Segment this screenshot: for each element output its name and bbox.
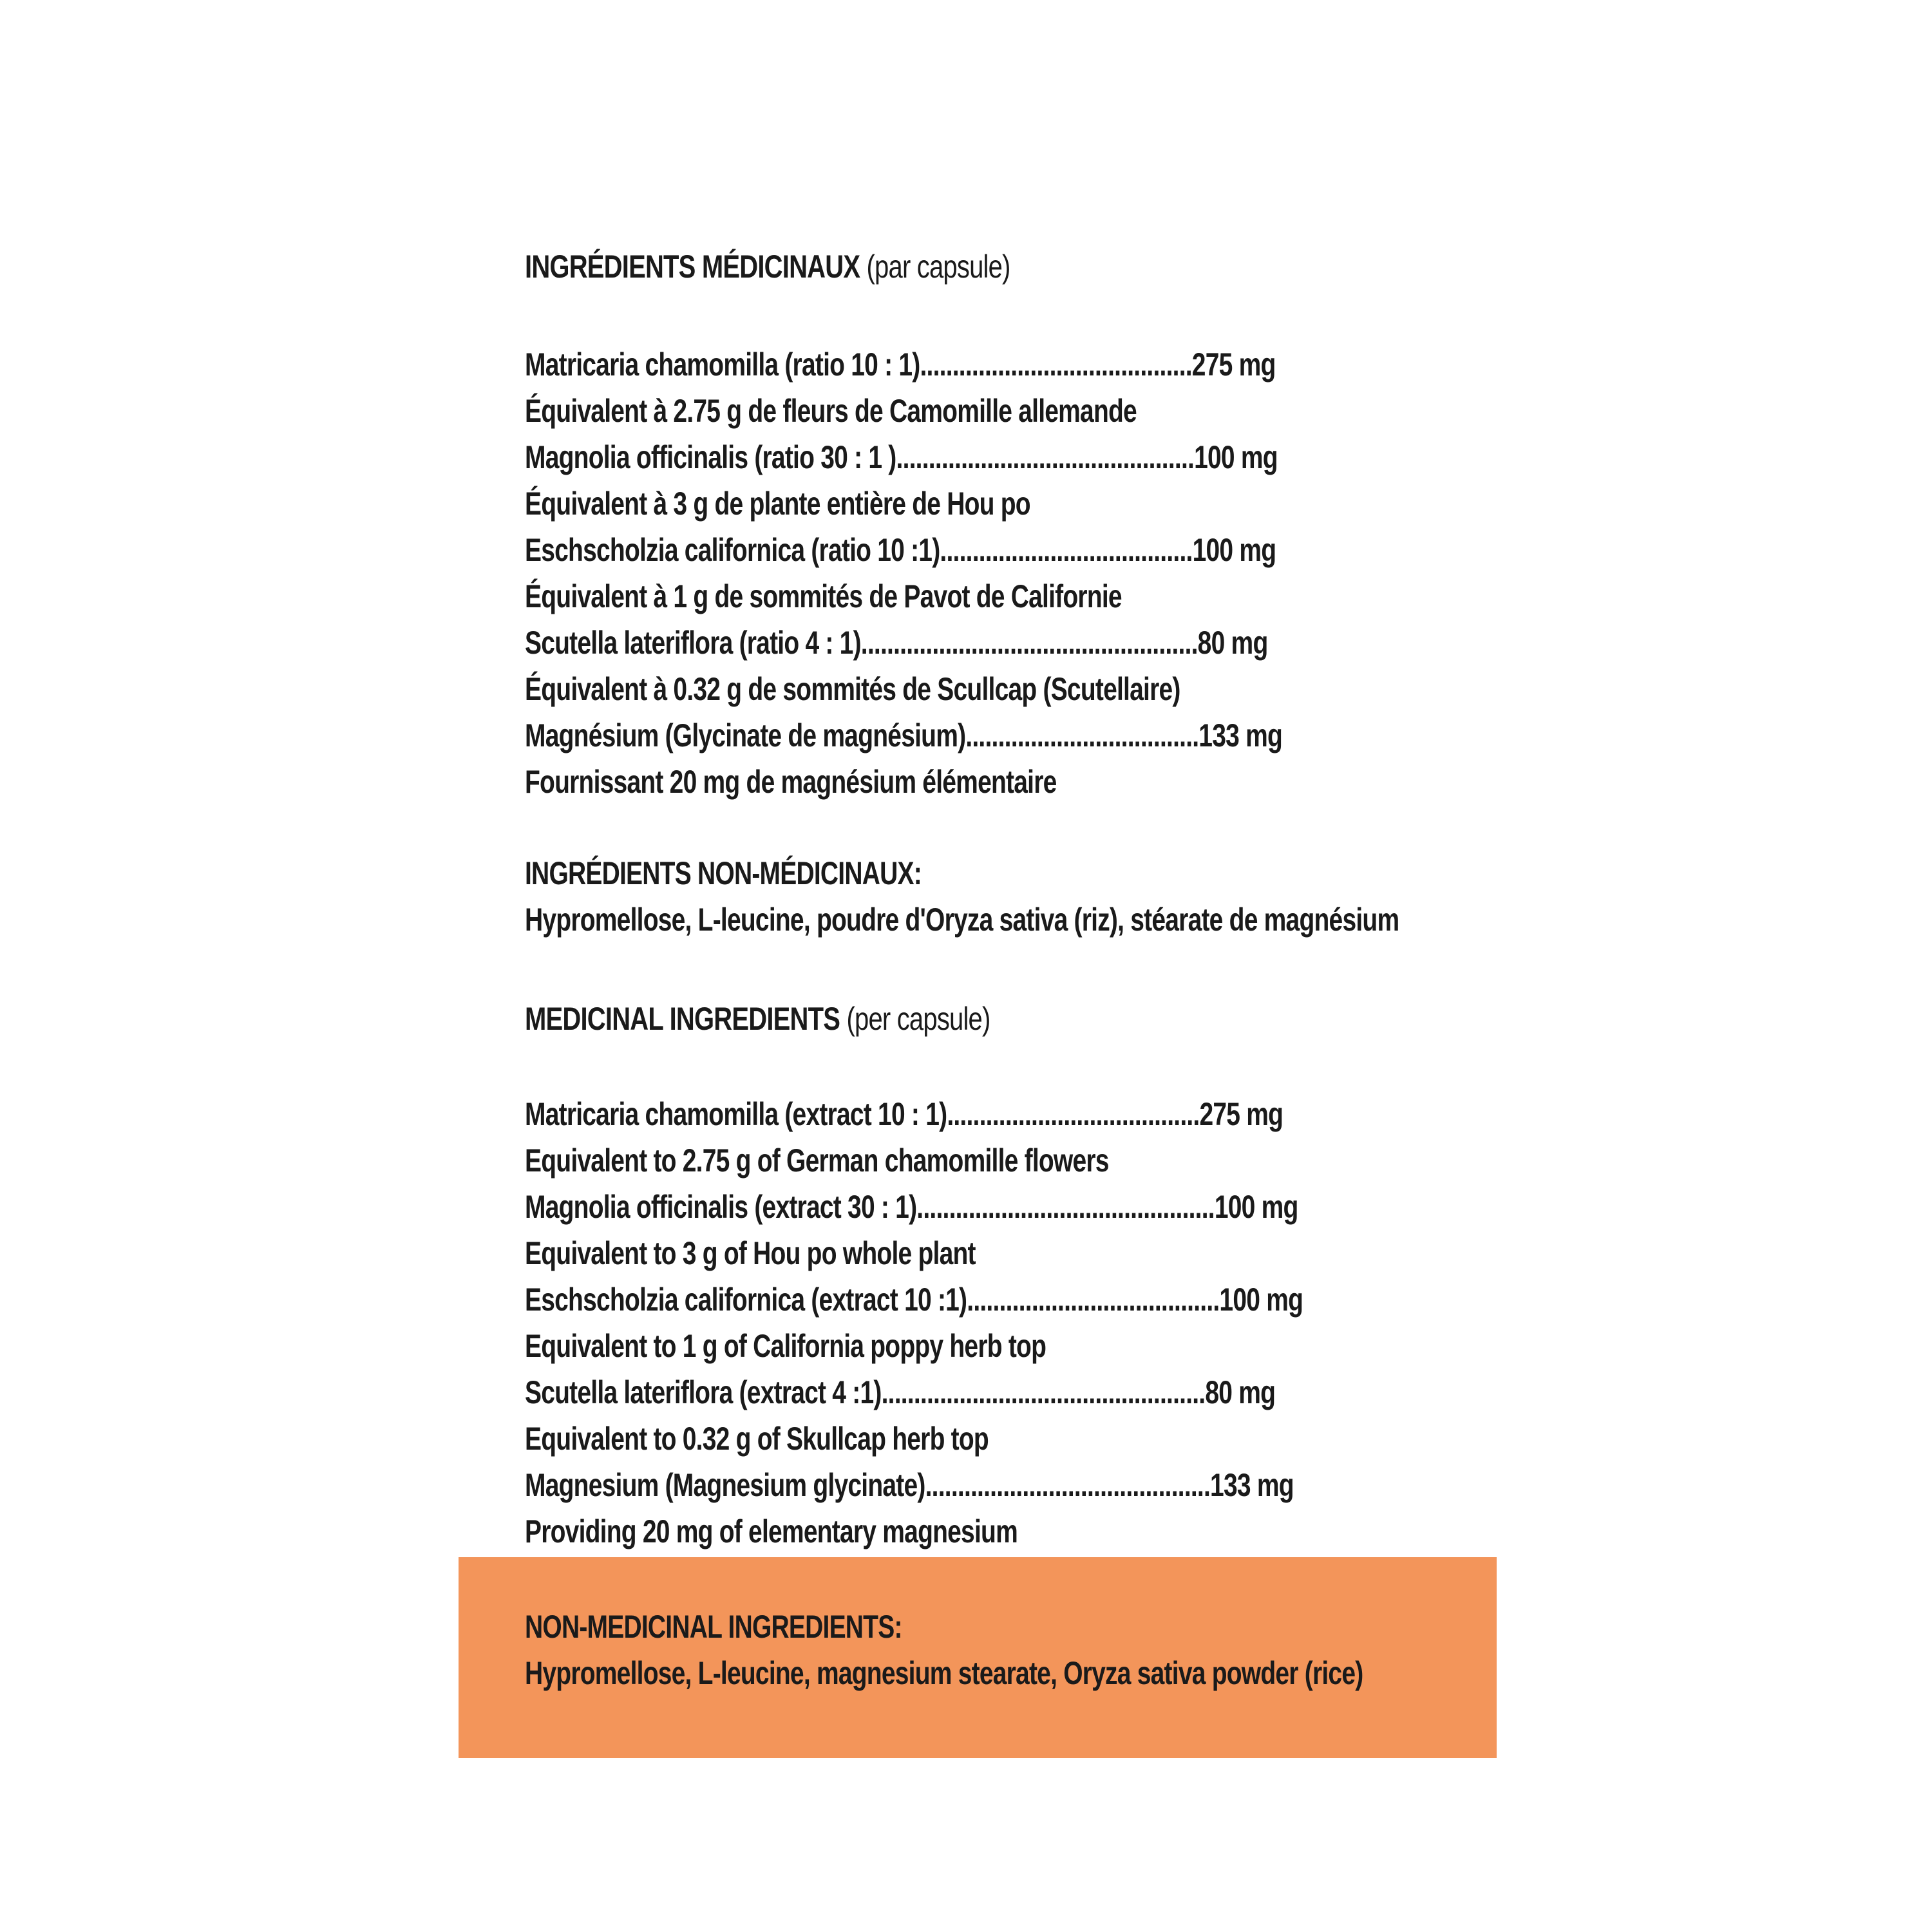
fr-ingredient-list (525, 341, 1478, 805)
en-medicinal-heading (525, 998, 1478, 1039)
fr-non-medicinal-list: Hypromellose, L-leucine, poudre d'Oryza sativa (riz), stéarate de magnésium (525, 902, 1399, 938)
ingredient-equivalent: Providing 20 mg of elementary magnesium (525, 1513, 1018, 1549)
en-ingredient-list (525, 1091, 1478, 1555)
en-non-medicinal-heading: NON-MEDICINAL INGREDIENTS: (525, 1609, 902, 1645)
ingredient-equivalent: Fournissant 20 mg de magnésium élémentaire (525, 764, 1057, 800)
fr-non-medicinal-section (525, 850, 1478, 943)
ingredient-line: Matricaria chamomilla (ratio 10 : 1)..........................................275 mg (525, 346, 1276, 383)
ingredient-line: Magnolia officinalis (ratio 30 : 1 )..............................................100 mg (525, 439, 1278, 475)
en-medicinal-heading-title: MEDICINAL INGREDIENTS (525, 1001, 840, 1037)
ingredient-equivalent: Équivalent à 2.75 g de fleurs de Camomille allemande (525, 393, 1137, 429)
fr-medicinal-heading-title: INGRÉDIENTS MÉDICINAUX (525, 249, 860, 285)
en-non-medicinal-list: Hypromellose, L-leucine, magnesium stearate, Oryza sativa powder (rice) (525, 1655, 1363, 1691)
ingredient-equivalent: Equivalent to 2.75 g of German chamomille flowers (525, 1142, 1109, 1179)
ingredient-line: Scutella lateriflora (extract 4 :1)..................................................80 mg (525, 1374, 1276, 1410)
ingredient-line: Eschscholzia californica (ratio 10 :1).......................................100 mg (525, 532, 1276, 568)
ingredient-equivalent: Équivalent à 3 g de plante entière de Hou po (525, 486, 1030, 522)
ingredient-equivalent: Equivalent to 3 g of Hou po whole plant (525, 1235, 976, 1271)
en-non-medicinal-section (525, 1604, 1478, 1696)
ingredient-line: Magnésium (Glycinate de magnésium)....................................133 mg (525, 717, 1283, 753)
ingredient-equivalent: Equivalent to 0.32 g of Skullcap herb top (525, 1421, 989, 1457)
ingredient-equivalent: Équivalent à 0.32 g de sommités de Scullcap (Scutellaire) (525, 671, 1180, 707)
ingredient-line: Matricaria chamomilla (extract 10 : 1).......................................275 mg (525, 1096, 1283, 1132)
ingredient-line: Eschscholzia californica (extract 10 :1).......................................100 mg (525, 1282, 1303, 1318)
fr-medicinal-heading (525, 246, 1478, 287)
ingredient-line: Magnesium (Magnesium glycinate)............................................133 mg (525, 1467, 1294, 1503)
ingredient-line: Magnolia officinalis (extract 30 : 1)..............................................100 mg (525, 1189, 1298, 1225)
ingredient-equivalent: Équivalent à 1 g de sommités de Pavot de Californie (525, 578, 1122, 614)
en-medicinal-heading-suffix: (per capsule) (840, 1001, 990, 1037)
fr-non-medicinal-heading: INGRÉDIENTS NON-MÉDICINAUX: (525, 855, 922, 891)
ingredient-line: Scutella lateriflora (ratio 4 : 1)....................................................80 mg (525, 625, 1268, 661)
fr-medicinal-heading-suffix: (par capsule) (860, 249, 1010, 285)
ingredient-equivalent: Equivalent to 1 g of California poppy herb top (525, 1328, 1046, 1364)
